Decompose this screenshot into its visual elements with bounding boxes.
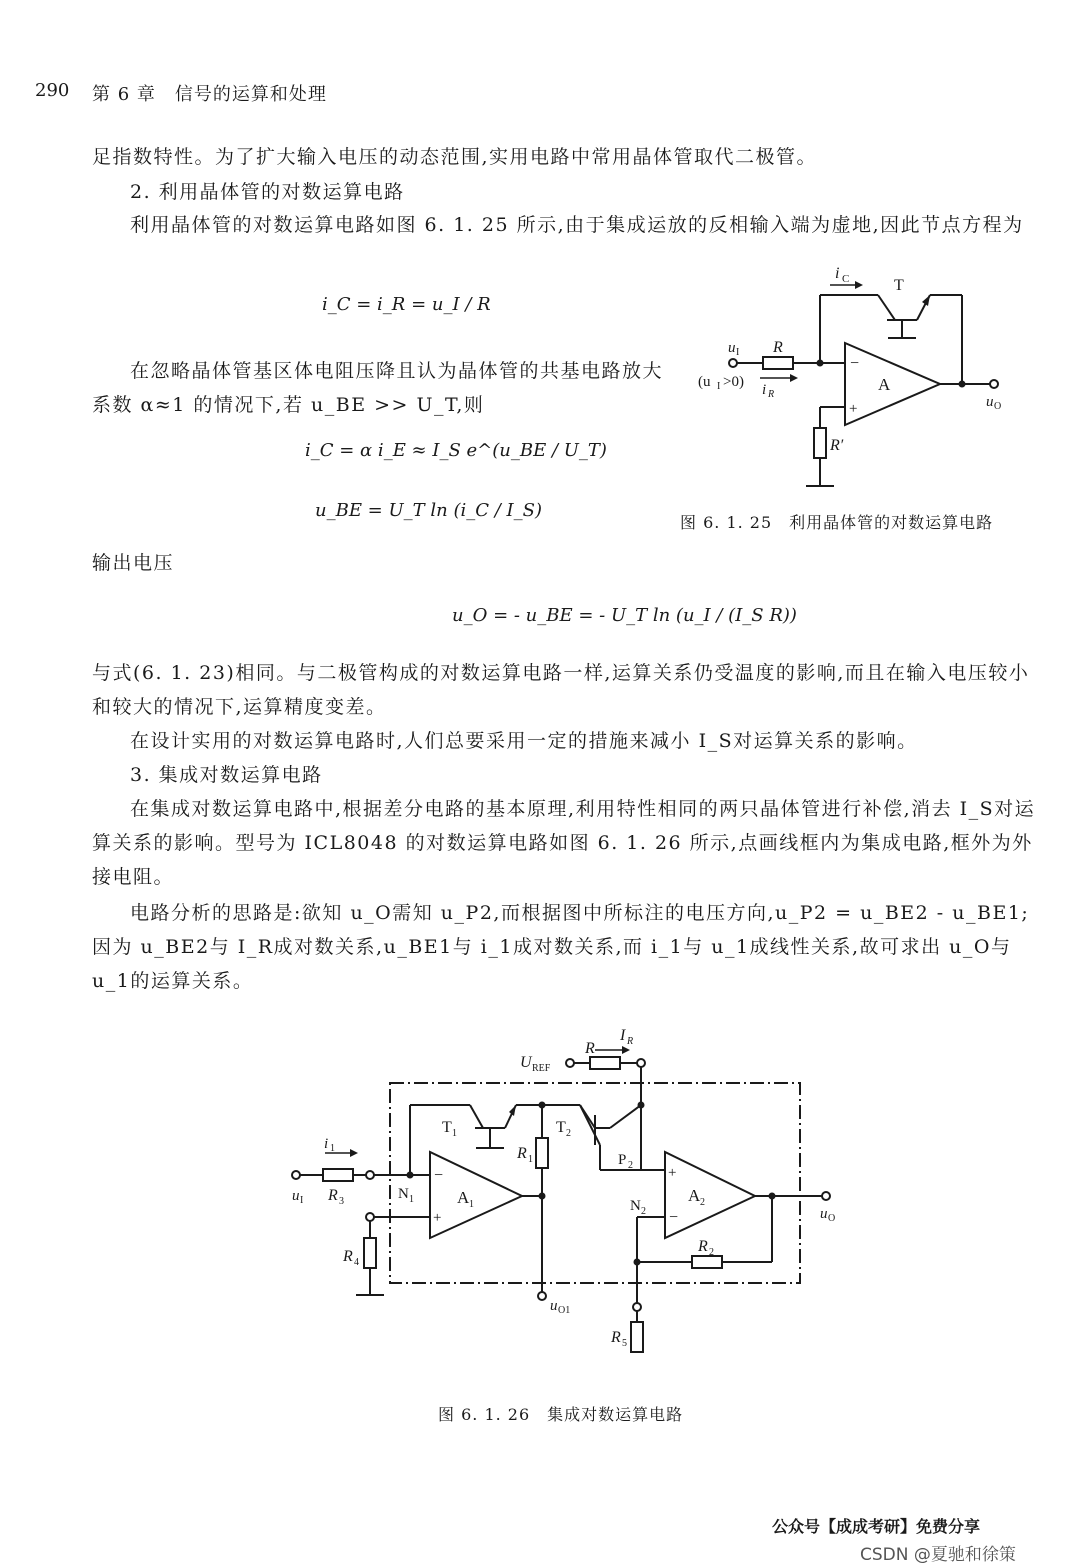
label-T1: T [442, 1119, 452, 1136]
figure-6-1-25-circuit [690, 260, 1040, 500]
section-heading: 2. 利用晶体管的对数运算电路 [130, 181, 405, 203]
label-IR: I [620, 1027, 626, 1044]
label-R2: R [698, 1238, 708, 1255]
label-uI: u [292, 1188, 300, 1204]
label-condition-end: >0) [723, 374, 744, 390]
label-uO1: u [550, 1298, 558, 1314]
label-uO-sub: O [828, 1213, 836, 1224]
figure-6-1-26-caption: 图 6. 1. 26 集成对数运算电路 [438, 1405, 684, 1424]
label-R: R [773, 339, 783, 356]
label-A2-plus: + [668, 1165, 677, 1181]
label-A1-plus: + [433, 1210, 442, 1226]
label-P2-sub: 2 [628, 1160, 633, 1171]
paragraph: 输出电压 [92, 552, 175, 574]
label-minus: − [850, 355, 860, 372]
label-condition: (u [698, 374, 711, 390]
label-A1-minus: − [434, 1167, 444, 1184]
label-P2: P [618, 1152, 627, 1168]
figure-6-1-26-circuit [280, 1020, 860, 1355]
equation-2: i_C = α i_E ≈ I_S e^(u_BE / U_T) [305, 440, 607, 461]
figure-6-1-25-caption: 图 6. 1. 25 利用晶体管的对数运算电路 [680, 513, 994, 532]
label-IR-sub: R [627, 1036, 634, 1047]
label-i1: i [324, 1136, 329, 1152]
label-A2-sub: 2 [700, 1197, 705, 1208]
label-R3: R [328, 1187, 338, 1204]
label-R3-sub: 3 [339, 1196, 344, 1207]
label-ic-sub: C [842, 273, 850, 285]
label-uO: u [986, 394, 994, 410]
section-heading: 3. 集成对数运算电路 [130, 764, 323, 786]
label-A2-minus: − [669, 1209, 679, 1226]
label-iR: i [762, 382, 767, 398]
label-R4-sub: 4 [354, 1257, 359, 1268]
paragraph: 与式(6. 1. 23)相同。与二极管构成的对数运算电路一样,运算关系仍受温度的影响,而且在输入电压较小和较大的情况下,运算精度变差。 [92, 662, 1030, 718]
label-R2-sub: 2 [709, 1247, 714, 1258]
label-N2-sub: 2 [641, 1206, 646, 1217]
label-R4: R [343, 1248, 353, 1265]
label-ic: i [835, 265, 840, 282]
label-N1: N [398, 1186, 409, 1202]
equation-1 [322, 294, 491, 315]
label-T: T [894, 277, 904, 294]
equation-3: u_BE = U_T ln (i_C / I_S) [315, 500, 542, 521]
csdn-watermark: CSDN @夏驰和徐策 [860, 1545, 1016, 1565]
label-uI-sub: I [300, 1195, 304, 1206]
label-UREF-sub: REF [532, 1063, 551, 1074]
label-A1: A [457, 1188, 470, 1207]
label-uI-sub: I [736, 347, 740, 358]
paragraph: 在忽略晶体管基区体电阻压降且认为晶体管的共基电路放大系数 α≈1 的情况下,若 u_BE >> U_T,则 [92, 360, 664, 416]
label-A2: A [688, 1186, 701, 1205]
label-N2: N [630, 1198, 641, 1214]
label-R1-sub: 1 [528, 1154, 533, 1165]
label-UREF: U [520, 1054, 532, 1071]
label-R5: R [611, 1329, 621, 1346]
label-i1-sub: 1 [330, 1143, 335, 1154]
label-R1: R [517, 1145, 527, 1162]
label-plus: + [849, 401, 858, 417]
equation-1-text: i_C = i_R = u_I / R [322, 294, 491, 315]
label-uI: u [728, 340, 736, 356]
label-R5-sub: 5 [622, 1338, 627, 1349]
label-A1-sub: 1 [469, 1199, 474, 1210]
label-A: A [878, 375, 891, 394]
paragraph: 电路分析的思路是:欲知 u_O需知 u_P2,而根据图中所标注的电压方向,u_P2 = u_BE2 - u_BE1;因为 u_BE2与 I_R成对数关系,u_BE1与 i_1成对数关系,而 i_1与 u_1成线性关系,故可求出 u_O与 u_1的运算关系。 [92, 902, 1030, 992]
label-N1-sub: 1 [409, 1194, 414, 1205]
paragraph: 利用晶体管的对数运算电路如图 6. 1. 25 所示,由于集成运放的反相输入端为虚地,因此节点方程为 [130, 214, 1024, 236]
label-uO1-sub: O1 [558, 1305, 571, 1316]
equation-4: u_O = - u_BE = - U_T ln (u_I / (I_S R)) [452, 605, 797, 626]
label-T2-sub: 2 [566, 1128, 571, 1139]
paragraph: 在设计实用的对数运算电路时,人们总要采用一定的措施来减小 I_S对运算关系的影响。 [130, 730, 918, 752]
paragraph: 在集成对数运算电路中,根据差分电路的基本原理,利用特性相同的两只晶体管进行补偿,消去 I_S对运算关系的影响。型号为 ICL8048 的对数运算电路如图 6. 1. 26 所示,点画线框内为集成电路,框外为外接电阻。 [92, 798, 1036, 888]
label-R: R [585, 1040, 595, 1057]
share-note: 公众号【成成考研】免费分享 [772, 1517, 981, 1536]
label-T2: T [556, 1119, 566, 1136]
label-iR-sub: R [768, 389, 775, 400]
label-Rprime: R′ [830, 437, 844, 454]
paragraph: 足指数特性。为了扩大输入电压的动态范围,实用电路中常用晶体管取代二极管。 [92, 146, 818, 168]
label-uO-sub: O [994, 401, 1002, 412]
page-number: 290 [35, 80, 70, 101]
label-uO: u [820, 1206, 828, 1222]
label-condition-sub: I [717, 381, 721, 392]
label-T1-sub: 1 [452, 1128, 457, 1139]
running-header: 第 6 章 信号的运算和处理 [92, 84, 327, 105]
